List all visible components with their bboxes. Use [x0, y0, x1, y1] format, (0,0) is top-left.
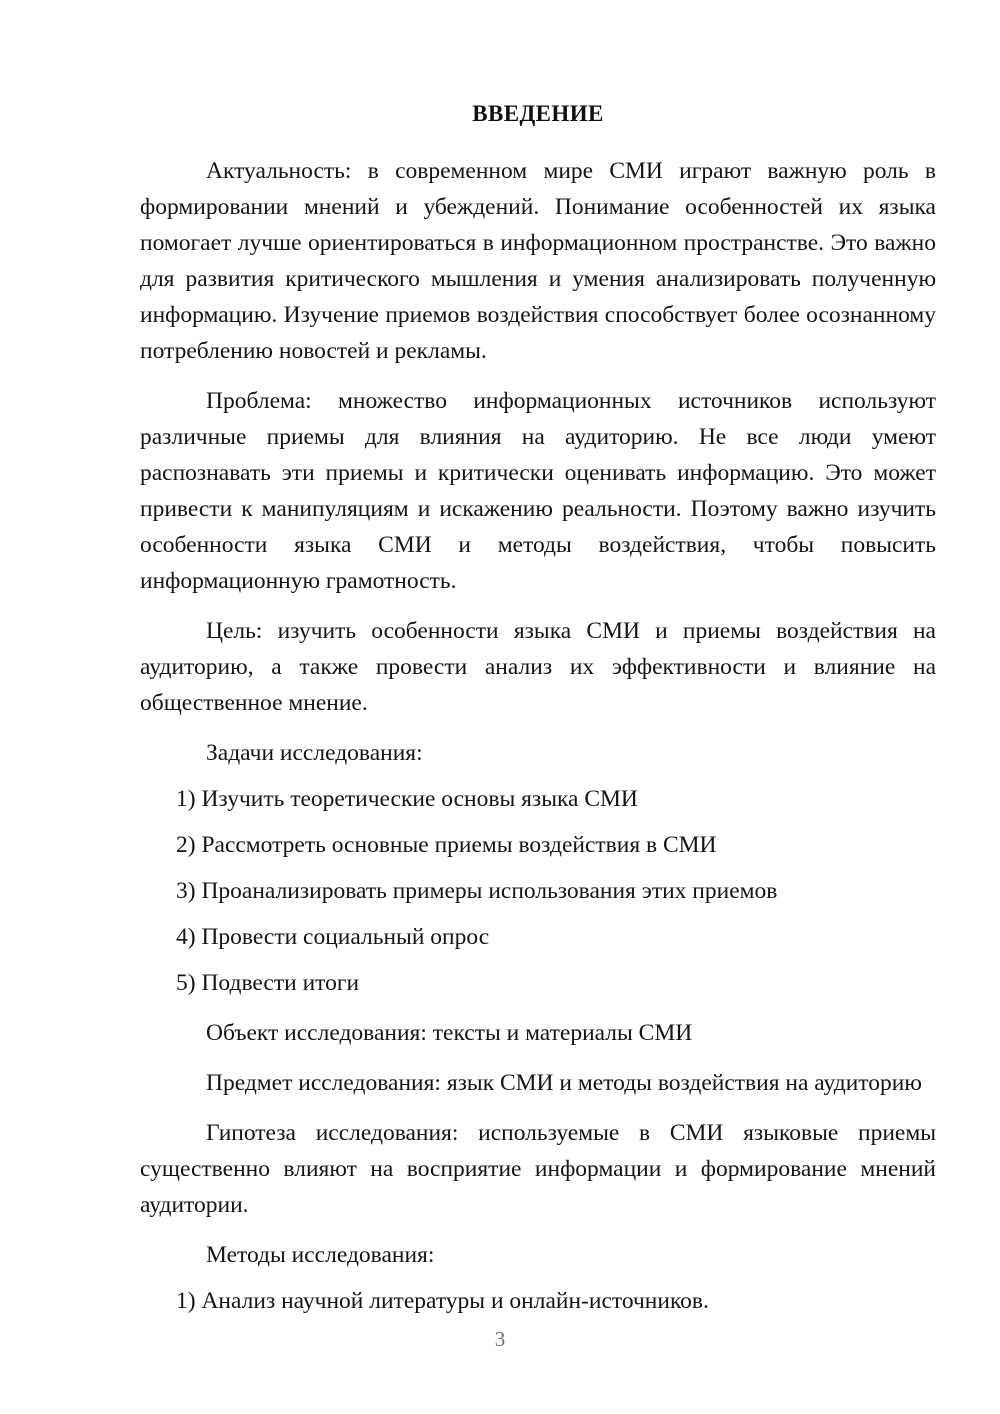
list-item: 1) Изучить теоретические основы языка СМИ	[176, 786, 638, 812]
methods-heading: Методы исследования:	[206, 1242, 435, 1268]
list-item: 1) Анализ научной литературы и онлайн-источников.	[176, 1288, 709, 1314]
hypothesis-of-research: Гипотеза исследования: используемые в СМИ языковые приемы существенно влияют на восприятие информации и формирование мнений аудитории.	[140, 1120, 936, 1218]
list-item: 4) Провести социальный опрос	[176, 924, 490, 950]
list-item: 3) Проанализировать примеры использования этих приемов	[176, 878, 778, 904]
paragraph-problem: Проблема: множество информационных источников используют различные приемы для влияния на аудиторию. Не все люди умеют распознавать эти приемы и критически оценивать информацию. Это может привести к манипуляциям и искажению реальности. Поэтому важно изучить особенности языка СМИ и методы воздействия, чтобы повысить информационную грамотность.	[140, 388, 936, 594]
paragraph-relevance: Актуальность: в современном мире СМИ играют важную роль в формировании мнений и убеждений. Понимание особенностей их языка помогает лучше ориентироваться в информационном пространстве. Это важно для развития критического мышления и умения анализировать полученную информацию. Изучение приемов воздействия способствует более осознанному потреблению новостей и рекламы.	[140, 158, 936, 364]
subject-of-research: Предмет исследования: язык СМИ и методы воздействия на аудиторию	[206, 1070, 922, 1096]
paragraph-goal: Цель: изучить особенности языка СМИ и приемы воздействия на аудиторию, а также провести анализ их эффективности и влияние на общественное мнение.	[140, 618, 936, 716]
page-title: ВВЕДЕНИЕ	[472, 101, 604, 126]
list-item: 5) Подвести итоги	[176, 970, 360, 996]
tasks-heading: Задачи исследования:	[206, 740, 423, 766]
object-of-research: Объект исследования: тексты и материалы СМИ	[206, 1020, 693, 1046]
page-number: 3	[494, 1327, 506, 1351]
tasks-list	[140, 781, 936, 1001]
page-content	[140, 0, 936, 1319]
methods-list	[140, 1283, 936, 1319]
list-item: 2) Рассмотреть основные приемы воздействия в СМИ	[176, 832, 717, 858]
